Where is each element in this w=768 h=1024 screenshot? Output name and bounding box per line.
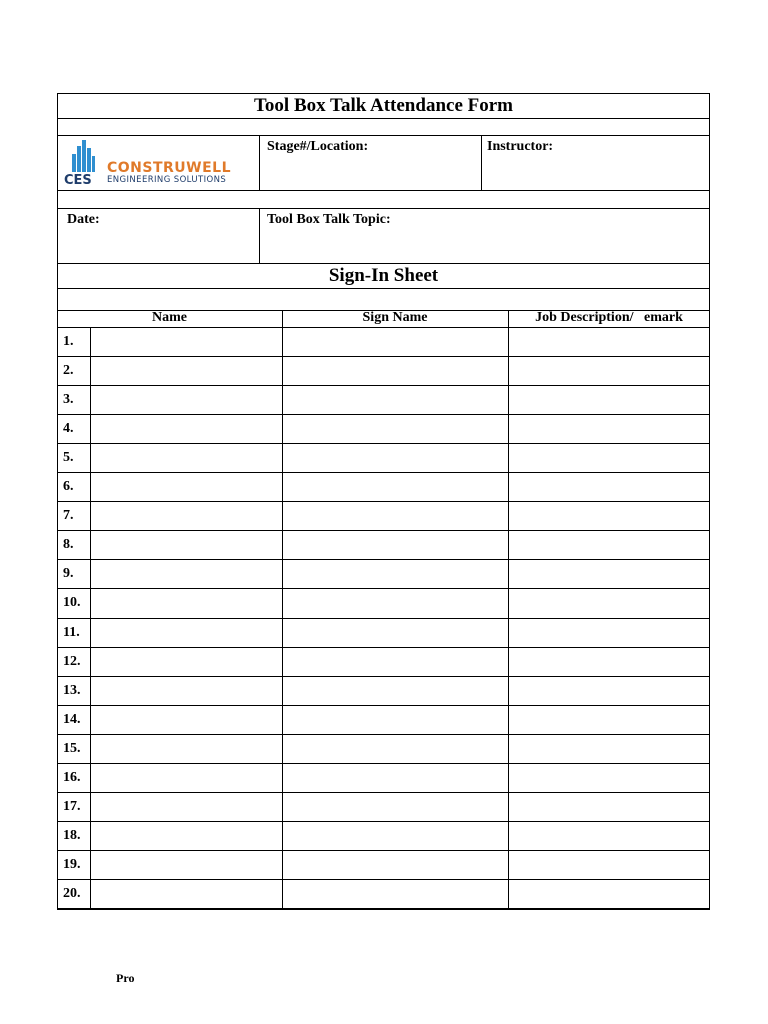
job-description-cell[interactable] [509,792,709,821]
row-number: 18. [63,828,81,843]
sign-name-cell[interactable] [283,676,508,705]
divider [57,263,710,264]
row-number: 8. [63,537,74,552]
sign-name-cell[interactable] [283,821,508,850]
job-description-cell[interactable] [509,647,709,676]
sign-name-cell[interactable] [283,530,508,559]
sign-name-cell[interactable] [283,850,508,879]
divider [57,118,710,119]
divider [481,135,482,190]
name-cell[interactable] [91,647,282,676]
table-column-divider [90,327,91,908]
sign-name-cell[interactable] [283,443,508,472]
sign-name-cell[interactable] [283,792,508,821]
job-description-cell[interactable] [509,530,709,559]
name-cell[interactable] [91,414,282,443]
name-cell[interactable] [91,385,282,414]
name-cell[interactable] [91,618,282,647]
building-icon [64,140,106,186]
divider [57,135,710,136]
sign-name-cell[interactable] [283,879,508,908]
name-cell[interactable] [91,356,282,385]
job-description-cell[interactable] [509,414,709,443]
job-description-cell[interactable] [509,327,709,356]
job-description-cell[interactable] [509,850,709,879]
column-header-sign-name: Sign Name [362,310,428,325]
divider [57,208,710,209]
row-number: 4. [63,421,74,436]
sign-name-cell[interactable] [283,763,508,792]
sign-name-cell[interactable] [283,618,508,647]
sign-name-cell[interactable] [283,705,508,734]
row-number: 5. [63,450,74,465]
job-description-cell[interactable] [509,501,709,530]
column-header-name: Name [152,310,187,325]
row-number: 16. [63,770,81,785]
job-description-cell[interactable] [509,618,709,647]
table-row-divider [57,908,710,909]
sign-name-cell[interactable] [283,734,508,763]
row-number: 10. [63,595,81,610]
company-logo [64,140,244,186]
name-cell[interactable] [91,327,282,356]
name-cell[interactable] [91,734,282,763]
divider [57,190,710,191]
table-column-divider [508,310,509,908]
sign-name-cell[interactable] [283,327,508,356]
topic-label: Tool Box Talk Topic: [267,212,391,227]
row-number: 9. [63,566,74,581]
name-cell[interactable] [91,850,282,879]
sign-name-cell[interactable] [283,588,508,617]
job-description-cell[interactable] [509,676,709,705]
row-number: 1. [63,334,74,349]
row-number: 19. [63,857,81,872]
job-description-cell[interactable] [509,559,709,588]
job-description-cell[interactable] [509,734,709,763]
name-cell[interactable] [91,879,282,908]
name-cell[interactable] [91,501,282,530]
row-number: 3. [63,392,74,407]
logo-company-name: CONSTRUWELL [107,160,232,176]
sign-name-cell[interactable] [283,559,508,588]
job-description-cell[interactable] [509,472,709,501]
name-cell[interactable] [91,472,282,501]
name-cell[interactable] [91,443,282,472]
stage-location-label: Stage#/Location: [267,139,369,154]
job-description-cell[interactable] [509,356,709,385]
name-cell[interactable] [91,588,282,617]
divider [259,135,260,190]
row-number: 14. [63,712,81,727]
sign-name-cell[interactable] [283,356,508,385]
sign-name-cell[interactable] [283,647,508,676]
sign-name-cell[interactable] [283,501,508,530]
row-number: 7. [63,508,74,523]
job-description-cell[interactable] [509,705,709,734]
name-cell[interactable] [91,763,282,792]
table-column-divider [282,310,283,908]
job-description-cell[interactable] [509,879,709,908]
row-number: 15. [63,741,81,756]
row-number: 6. [63,479,74,494]
logo-tagline: ENGINEERING SOLUTIONS [107,175,227,185]
divider [57,288,710,289]
sign-name-cell[interactable] [283,414,508,443]
name-cell[interactable] [91,676,282,705]
row-number: 12. [63,654,81,669]
sign-name-cell[interactable] [283,385,508,414]
row-number: 13. [63,683,81,698]
divider [259,208,260,263]
date-label: Date: [67,212,100,227]
job-description-cell[interactable] [509,763,709,792]
name-cell[interactable] [91,705,282,734]
row-number: 11. [63,625,80,640]
row-number: 20. [63,886,81,901]
job-description-cell[interactable] [509,588,709,617]
sign-in-sheet-title: Sign-In Sheet [328,265,439,286]
job-description-cell[interactable] [509,443,709,472]
name-cell[interactable] [91,559,282,588]
row-number: 17. [63,799,81,814]
row-number: 2. [63,363,74,378]
name-cell[interactable] [91,530,282,559]
form-title: Tool Box Talk Attendance Form [253,95,513,116]
name-cell[interactable] [91,821,282,850]
job-description-cell[interactable] [509,385,709,414]
sign-name-cell[interactable] [283,472,508,501]
column-header-job-description: Job Description/ emark [535,310,683,325]
name-cell[interactable] [91,792,282,821]
footer-text: Pro [116,971,135,985]
job-description-cell[interactable] [509,821,709,850]
instructor-label: Instructor: [487,139,554,154]
logo-monogram: CES [64,173,92,186]
